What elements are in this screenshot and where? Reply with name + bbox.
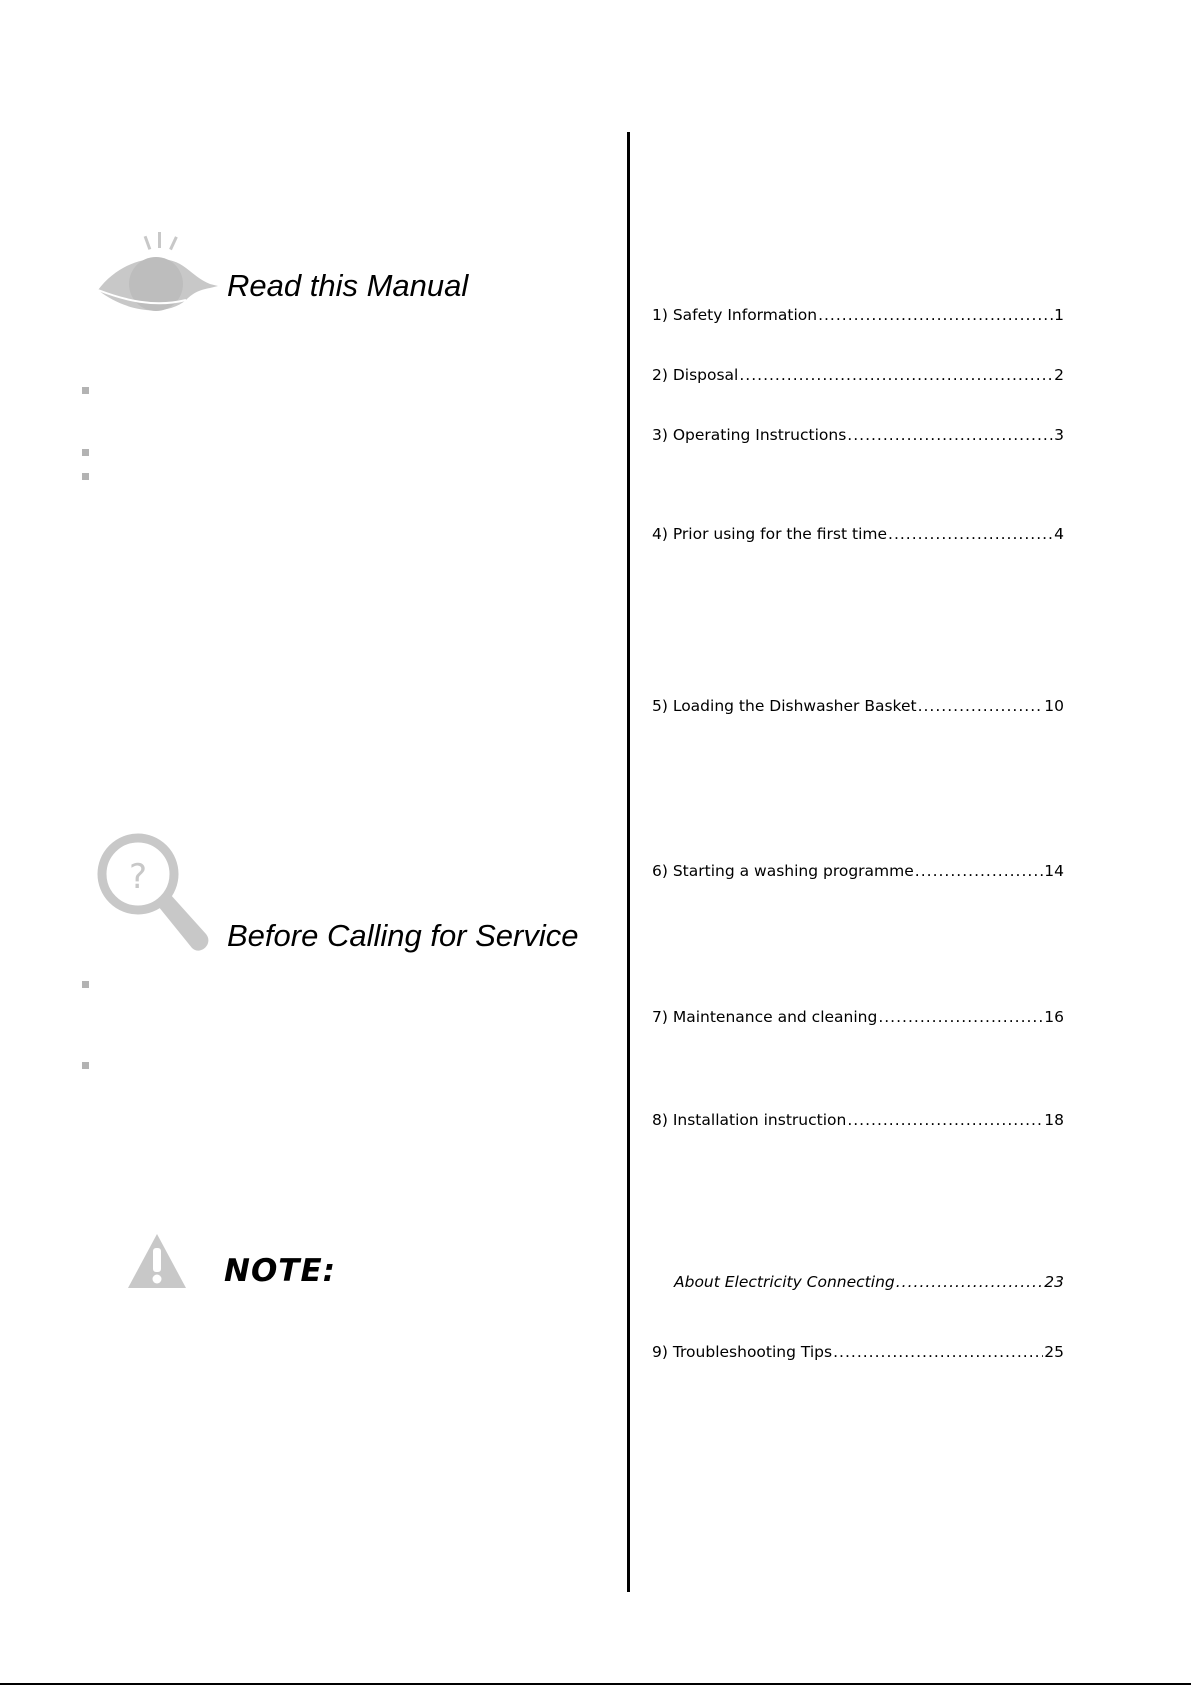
toc-item-maintenance[interactable]	[652, 1008, 1064, 1026]
toc-item-label: 7) Maintenance and cleaning	[652, 1008, 878, 1026]
toc-item-label: 1) Safety Information	[652, 306, 818, 324]
toc-item-safety-information[interactable]	[652, 306, 1064, 324]
toc-item-label: 6) Starting a washing programme	[652, 862, 914, 880]
column-divider	[627, 132, 630, 1592]
read-manual-heading: Read this Manual	[227, 268, 469, 303]
bullet-marker	[82, 449, 89, 456]
toc-item-page: 4	[1054, 525, 1064, 543]
toc-item-page: 18	[1044, 1111, 1064, 1129]
toc-item-page: 23	[1044, 1273, 1064, 1291]
toc-item-page: 14	[1044, 862, 1064, 880]
toc-item-troubleshooting[interactable]	[652, 1343, 1064, 1361]
toc-item-page: 10	[1044, 697, 1064, 715]
svg-text:?: ?	[128, 857, 148, 897]
toc-item-page: 3	[1054, 426, 1064, 444]
toc-dot-leader	[888, 525, 1053, 543]
toc-dot-leader	[739, 366, 1053, 384]
toc-item-page: 16	[1044, 1008, 1064, 1026]
toc-item-label: 9) Troubleshooting Tips	[652, 1343, 833, 1361]
toc-item-label: 4) Prior using for the first time	[652, 525, 888, 543]
warning-triangle-icon	[126, 1232, 188, 1290]
toc-item-operating-instructions[interactable]	[652, 426, 1064, 444]
toc-item-page: 25	[1044, 1343, 1064, 1361]
toc-dot-leader	[847, 1111, 1043, 1129]
toc-item-prior-using[interactable]	[652, 525, 1064, 543]
toc-item-starting-programme[interactable]	[652, 862, 1064, 880]
note-heading: NOTE:	[224, 1253, 337, 1289]
toc-dot-leader	[833, 1343, 1043, 1361]
toc-item-installation[interactable]	[652, 1111, 1064, 1129]
magnifier-question-icon	[96, 832, 212, 954]
toc-dot-leader	[918, 697, 1044, 715]
toc-item-page: 1	[1054, 306, 1064, 324]
toc-item-label: 2) Disposal	[652, 366, 739, 384]
toc-item-label: About Electricity Connecting	[674, 1273, 895, 1291]
toc-dot-leader	[915, 862, 1043, 880]
toc-item-label: 3) Operating Instructions	[652, 426, 847, 444]
toc-dot-leader	[847, 426, 1053, 444]
bullet-marker	[82, 981, 89, 988]
eye-icon	[94, 228, 224, 314]
toc-item-disposal[interactable]	[652, 366, 1064, 384]
bullet-marker	[82, 473, 89, 480]
toc-item-label: 5) Loading the Dishwasher Basket	[652, 697, 917, 715]
toc-dot-leader	[818, 306, 1053, 324]
service-heading: Before Calling for Service	[227, 918, 579, 953]
toc-dot-leader	[896, 1273, 1044, 1291]
bullet-marker	[82, 387, 89, 394]
toc-item-page: 2	[1054, 366, 1064, 384]
toc-dot-leader	[878, 1008, 1043, 1026]
toc-item-electricity-connecting[interactable]	[674, 1273, 1064, 1291]
bullet-marker	[82, 1062, 89, 1069]
toc-item-label: 8) Installation instruction	[652, 1111, 847, 1129]
toc-item-loading-basket[interactable]	[652, 697, 1064, 715]
